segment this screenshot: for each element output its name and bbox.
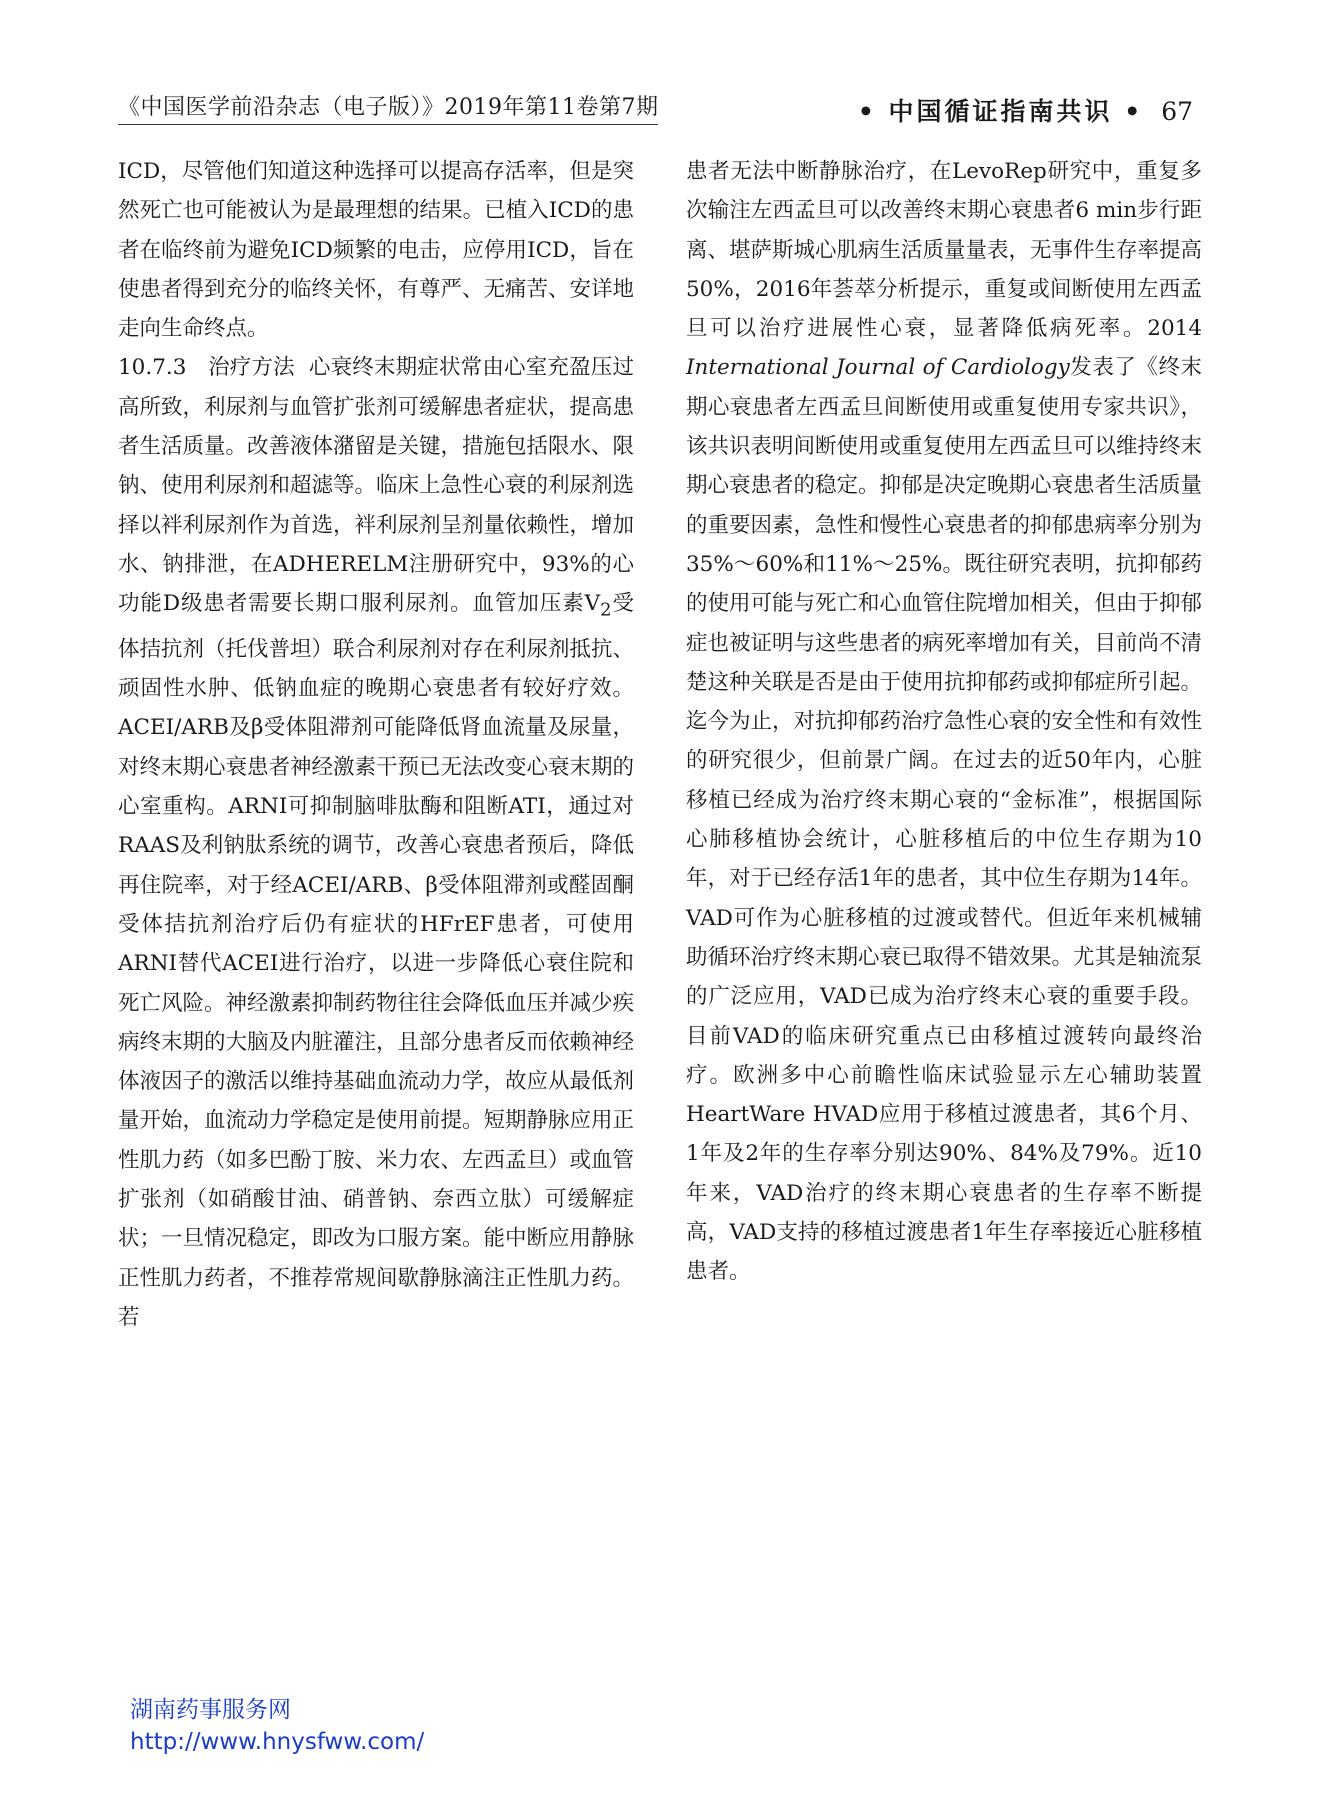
page-number: 67 — [1161, 97, 1193, 126]
section-header — [858, 92, 1193, 128]
section-title: • 中国循证指南共识 • — [857, 97, 1144, 126]
journal-name: International Journal of Cardiology — [686, 355, 1070, 381]
header-rule — [118, 124, 658, 125]
left-column — [118, 152, 634, 1337]
footer-site-name: 湖南药事服务网 — [130, 1697, 291, 1723]
section-heading-title: 治疗方法 — [207, 355, 295, 381]
section-heading — [118, 355, 295, 380]
paragraph-text: 心衰终末期症状常由心室充盈压过高所致，利尿剂与血管扩张剂可缓解患者症状，提高患者生活质量。改善液体潴留是关键，措施包括限水、限钠、使用利尿剂和超滤等。临床上急性心衰的利尿剂选择以袢利尿剂作为首选，袢利尿剂呈剂量依赖性，增加水、钠排泄，在ADHERELM注册研究中，93%的心功能D级患者需要长期口服利尿剂。血管加压素V — [118, 355, 635, 617]
right-column — [686, 152, 1202, 1292]
paragraph-text: 发表了《终末期心衰患者左西孟旦间断使用或重复使用专家共识》，该共识表明间断使用或重复使用左西孟旦可以维持终末期心衰患者的稳定。抑郁是决定晚期心衰患者生活质量的重要因素，急性和慢性心衰患者的抑郁患病率分别为35%～60%和11%～25%。既往研究表明，抗抑郁药的使用可能与死亡和心血管住院增加相关，但由于抑郁症也被证明与这些患者的病死率增加有关，目前尚不清楚这种关联是否是由于使用抗抑郁药或抑郁症所引起。迄今为止，对抗抑郁药治疗急性心衰的安全性和有效性的研究很少，但前景广阔。在过去的近50年内，心脏移植已经成为治疗终末期心衰的“金标准”，根据国际心肺移植协会统计，心脏移植后的中位生存期为10年，对于已经存活1年的患者，其中位生存期为14年。VAD可作为心脏移植的过渡或替代。但近年来机械辅助循环治疗终末期心衰已取得不错效果。尤其是轴流泵的广泛应用，VAD已成为治疗终末心衰的重要手段。目前VAD的临床研究重点已由移植过渡转向最终治疗。欧洲多中心前瞻性临床试验显示左心辅助装置HeartWare HVAD应用于移植过渡患者，其6个月、1年及2年的生存率分别达90%、84%及79%。近10年来，VAD治疗的终末期心衰患者的生存率不断提高，VAD支持的移植过渡患者1年生存率接近心脏移植患者。 — [686, 355, 1203, 1285]
paragraph: ICD，尽管他们知道这种选择可以提高存活率，但是突然死亡也可能被认为是最理想的结果。已植入ICD的患者在临终前为避免ICD频繁的电击，应停用ICD，旨在使患者得到充分的临终关怀，有尊严、无痛苦、安详地走向生命终点。 — [118, 159, 635, 342]
paragraph-text: 受体拮抗剂（托伐普坦）联合利尿剂对存在利尿剂抵抗、顽固性水肿、低钠血症的晚期心衰患者有较好疗效。ACEI/ARB及β受体阻滞剂可能降低肾血流量及尿量，对终末期心衰患者神经激素干预已无法改变心衰末期的心室重构。ARNI可抑制脑啡肽酶和阻断ATI，通过对RAAS及利钠肽系统的调节，改善心衰患者预后，降低再住院率，对于经ACEI/ARB、β受体阻滞剂或醛固酮受体拮抗剂治疗后仍有症状的HFrEF患者，可使用ARNI替代ACEI进行治疗，以进一步降低心衰住院和死亡风险。神经激素抑制药物往往会降低血压并减少疾病终末期的大脑及内脏灌注，且部分患者反而依赖神经体液因子的激活以维持基础血流动力学，故应从最低剂量开始，血流动力学稳定是使用前提。短期静脉应用正性肌力药（如多巴酚丁胺、米力农、左西孟旦）或血管扩张剂（如硝酸甘油、硝普钠、奈西立肽）可缓解症状；一旦情况稳定，即改为口服方案。能中断应用静脉正性肌力药者，不推荐常规间歇静脉滴注正性肌力药。若 — [118, 591, 635, 1330]
footer-watermark — [130, 1694, 424, 1757]
footer-url-link[interactable]: http://www.hnysfww.com/ — [130, 1729, 425, 1755]
journal-header: 《中国医学前沿杂志（电子版）》2019年第11卷第7期 — [118, 95, 659, 120]
section-number: 10.7.3 — [118, 355, 187, 381]
paragraph-treatment — [118, 348, 634, 1337]
paragraph — [686, 152, 1202, 1292]
paragraph-text: 患者无法中断静脉治疗，在LevoRep研究中，重复多次输注左西孟旦可以改善终末期心衰患者6 min步行距离、堪萨斯城心肌病生活质量量表，无事件生存率提高50%，2016年荟萃分析提示，重复或间断使用左西孟旦可以治疗进展性心衰，显著降低病死率。2014 — [686, 159, 1203, 342]
subscript: 2 — [600, 599, 612, 621]
